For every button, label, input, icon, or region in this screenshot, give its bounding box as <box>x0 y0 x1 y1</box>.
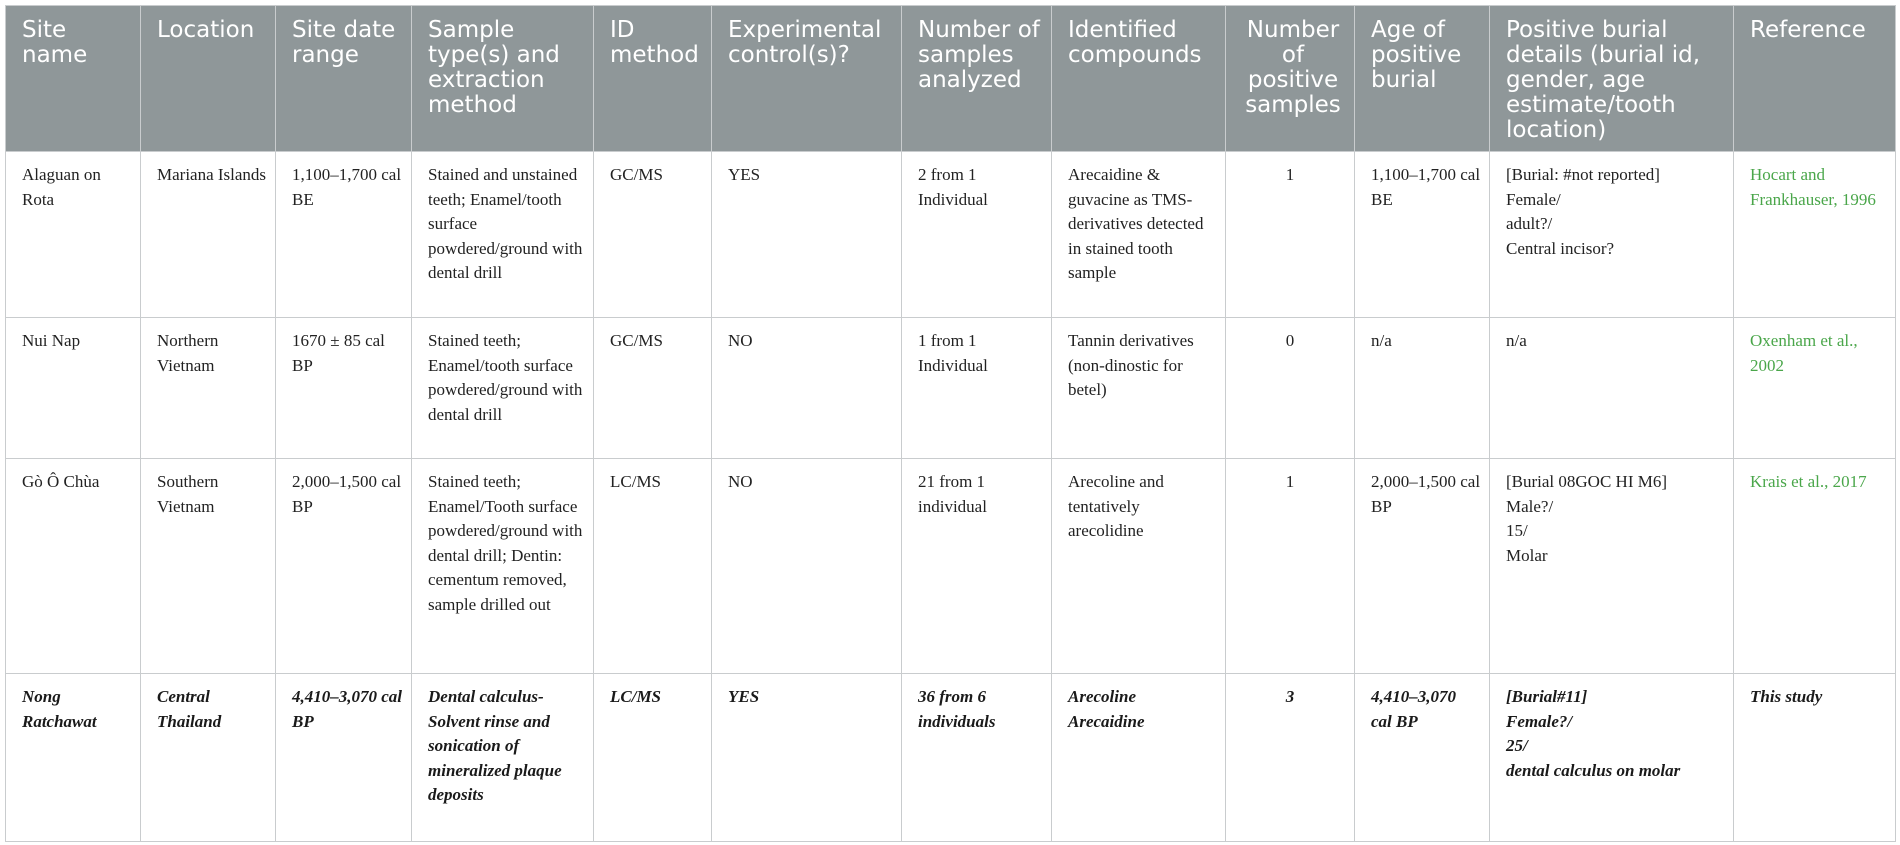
cell-location: Central Thailand <box>141 674 276 842</box>
col-header-experimental-controls: Experimental control(s)? <box>712 6 902 152</box>
cell-sample-type: Dental calculus-Solvent rinse and sonication of mineralized plaque deposits <box>412 674 594 842</box>
cell-positive-samples: 3 <box>1226 674 1355 842</box>
cell-compounds: Arecoline and tentatively arecolidine <box>1052 459 1226 674</box>
cell-sample-type: Stained and unstained teeth; Enamel/tooth surface powdered/ground with dental drill <box>412 152 594 318</box>
col-header-burial-details: Positive burial details (burial id, gender, age estimate/tooth location) <box>1490 6 1734 152</box>
cell-burial-details: [Burial: #not reported] Female/ adult?/ Central incisor? <box>1490 152 1734 318</box>
cell-age-positive-burial: n/a <box>1355 318 1490 459</box>
cell-samples-analyzed: 1 from 1 Individual <box>902 318 1052 459</box>
col-header-site-name: Site name <box>6 6 141 152</box>
cell-positive-samples: 1 <box>1226 152 1355 318</box>
cell-reference: This study <box>1734 674 1896 842</box>
cell-compounds: Arecaidine & guvacine as TMS-derivatives detected in stained tooth sample <box>1052 152 1226 318</box>
cell-samples-analyzed: 21 from 1 individual <box>902 459 1052 674</box>
col-header-age-positive-burial: Age of positive burial <box>1355 6 1490 152</box>
cell-positive-samples: 1 <box>1226 459 1355 674</box>
cell-location: Northern Vietnam <box>141 318 276 459</box>
cell-age-positive-burial: 4,410–3,070 cal BP <box>1355 674 1490 842</box>
reference-link[interactable]: Krais et al., 2017 <box>1734 459 1896 674</box>
reference-link[interactable]: Oxenham et al., 2002 <box>1734 318 1896 459</box>
data-table <box>5 5 1896 842</box>
cell-date-range: 1,100–1,700 cal BE <box>276 152 412 318</box>
table-row <box>6 318 1896 459</box>
table-row <box>6 152 1896 318</box>
cell-id-method: LC/MS <box>594 674 712 842</box>
col-header-id-method: ID method <box>594 6 712 152</box>
cell-id-method: GC/MS <box>594 152 712 318</box>
cell-burial-details: n/a <box>1490 318 1734 459</box>
cell-control: NO <box>712 318 902 459</box>
header-row <box>6 6 1896 152</box>
cell-age-positive-burial: 1,100–1,700 cal BE <box>1355 152 1490 318</box>
cell-samples-analyzed: 36 from 6 individuals <box>902 674 1052 842</box>
cell-location: Southern Vietnam <box>141 459 276 674</box>
cell-id-method: GC/MS <box>594 318 712 459</box>
cell-site-name: Gò Ô Chùa <box>6 459 141 674</box>
cell-burial-details: [Burial#11] Female?/ 25/ dental calculus on molar <box>1490 674 1734 842</box>
cell-control: YES <box>712 152 902 318</box>
cell-control: YES <box>712 674 902 842</box>
col-header-site-date-range: Site date range <box>276 6 412 152</box>
cell-site-name: Alaguan on Rota <box>6 152 141 318</box>
table-row <box>6 459 1896 674</box>
cell-date-range: 4,410–3,070 cal BP <box>276 674 412 842</box>
cell-burial-details: [Burial 08GOC HI M6] Male?/ 15/ Molar <box>1490 459 1734 674</box>
col-header-location: Location <box>141 6 276 152</box>
col-header-number-positive: Number of positive samples <box>1226 6 1355 152</box>
cell-date-range: 2,000–1,500 cal BP <box>276 459 412 674</box>
reference-link[interactable]: Hocart and Frankhauser, 1996 <box>1734 152 1896 318</box>
cell-age-positive-burial: 2,000–1,500 cal BP <box>1355 459 1490 674</box>
cell-sample-type: Stained teeth; Enamel/tooth surface powdered/ground with dental drill <box>412 318 594 459</box>
cell-compounds: Tannin derivatives (non-dinostic for betel) <box>1052 318 1226 459</box>
cell-control: NO <box>712 459 902 674</box>
cell-positive-samples: 0 <box>1226 318 1355 459</box>
col-header-sample-type: Sample type(s) and extraction method <box>412 6 594 152</box>
col-header-reference: Reference <box>1734 6 1896 152</box>
cell-sample-type: Stained teeth; Enamel/Tooth surface powdered/ground with dental drill; Dentin: cementum removed, sample drilled out <box>412 459 594 674</box>
col-header-identified-compounds: Identified compounds <box>1052 6 1226 152</box>
col-header-number-samples: Number of samples analyzed <box>902 6 1052 152</box>
cell-date-range: 1670 ± 85 cal BP <box>276 318 412 459</box>
cell-location: Mariana Islands <box>141 152 276 318</box>
cell-site-name: Nui Nap <box>6 318 141 459</box>
cell-site-name: Nong Ratchawat <box>6 674 141 842</box>
cell-compounds: Arecoline Arecaidine <box>1052 674 1226 842</box>
table-row <box>6 674 1896 842</box>
cell-samples-analyzed: 2 from 1 Individual <box>902 152 1052 318</box>
cell-id-method: LC/MS <box>594 459 712 674</box>
